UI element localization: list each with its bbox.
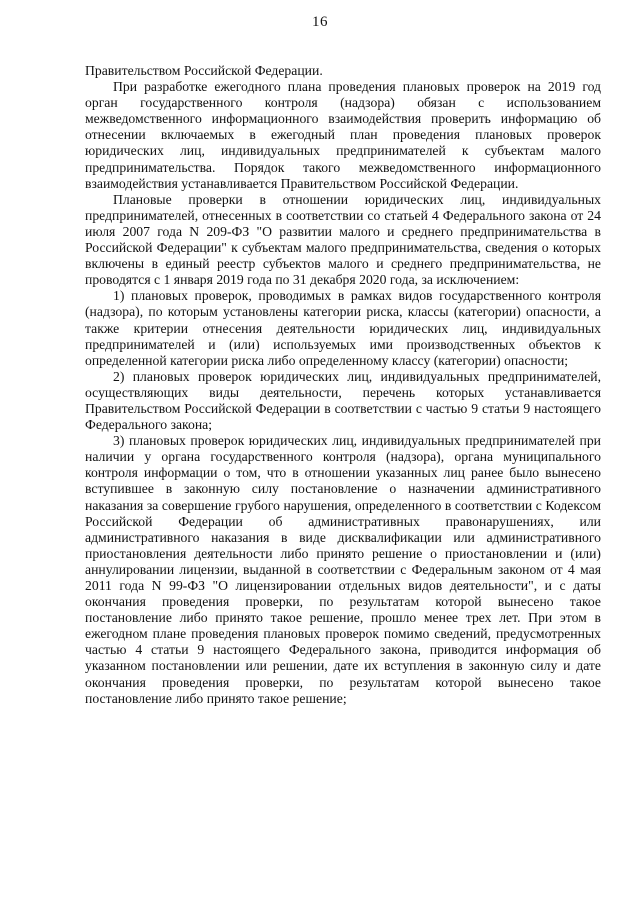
list-item-2: 2) плановых проверок юридических лиц, индивидуальных предпринимателей, осуществляющих виды деятельности, перечень которых устанавливается Правительством Российской Федерации в соответствии с частью 9 статьи 9 настоящего Федерального закона;	[85, 368, 601, 433]
document-body	[85, 63, 601, 707]
paragraph-annual-plan: При разработке ежегодного плана проведения плановых проверок на 2019 год орган государственного контроля (надзора) обязан с использованием межведомственного информационного взаимодействия проверить информацию об отнесении включаемых в ежегодный план проведения плановых проверок юридических лиц, индивидуальных предпринимателей к субъектам малого предпринимательства. Порядок такого межведомственного информационного взаимодействия устанавливается Правительством Российской Федерации.	[85, 79, 601, 191]
paragraph-small-business: Плановые проверки в отношении юридических лиц, индивидуальных предпринимателей, отнесенных в соответствии со статьей 4 Федерального закона от 24 июля 2007 года N 209-ФЗ "О развитии малого и среднего предпринимательства в Российской Федерации" к субъектам малого предпринимательства, сведения о которых включены в единый реестр субъектов малого и среднего предпринимательства, не проводятся с 1 января 2019 года по 31 декабря 2020 года, за исключением:	[85, 191, 601, 288]
page-number: 16	[312, 14, 328, 30]
list-item-3: 3) плановых проверок юридических лиц, индивидуальных предпринимателей при наличии у органа государственного контроля (надзора), органа муниципального контроля информации о том, что в отношении указанных лиц ранее было вынесено вступившее в законную силу постановление о назначении административного наказания за совершение грубого нарушения, определенного в соответствии с Кодексом Российской Федерации об административных правонарушениях, или административного наказания в виде дисквалификации или административного приостановления деятельности либо принято решение о приостановлении и (или) аннулировании лицензии, выданной в соответствии с Федеральным законом от 4 мая 2011 года N 99-ФЗ "О лицензировании отдельных видов деятельности", и с даты окончания проведения проверки, по результатам которой вынесено такое постановление либо принято такое решение, прошло менее трех лет. При этом в ежегодном плане проведения плановых проверок помимо сведений, предусмотренных частью 4 статьи 9 настоящего Федерального закона, приводится информация об указанном постановлении или решении, дате их вступления в законную силу и дате окончания проведения проверки, по результатам которой вынесено такое постановление либо принято такое решение;	[85, 433, 601, 706]
list-item-1: 1) плановых проверок, проводимых в рамках видов государственного контроля (надзора), по которым установлены категории риска, классы (категории) опасности, а также критерии отнесения деятельности юридических лиц, индивидуальных предпринимателей и (или) используемых ими производственных объектов к определенной категории риска либо определенному классу (категории) опасности;	[85, 288, 601, 368]
paragraph-continuation: Правительством Российской Федерации.	[85, 63, 323, 78]
